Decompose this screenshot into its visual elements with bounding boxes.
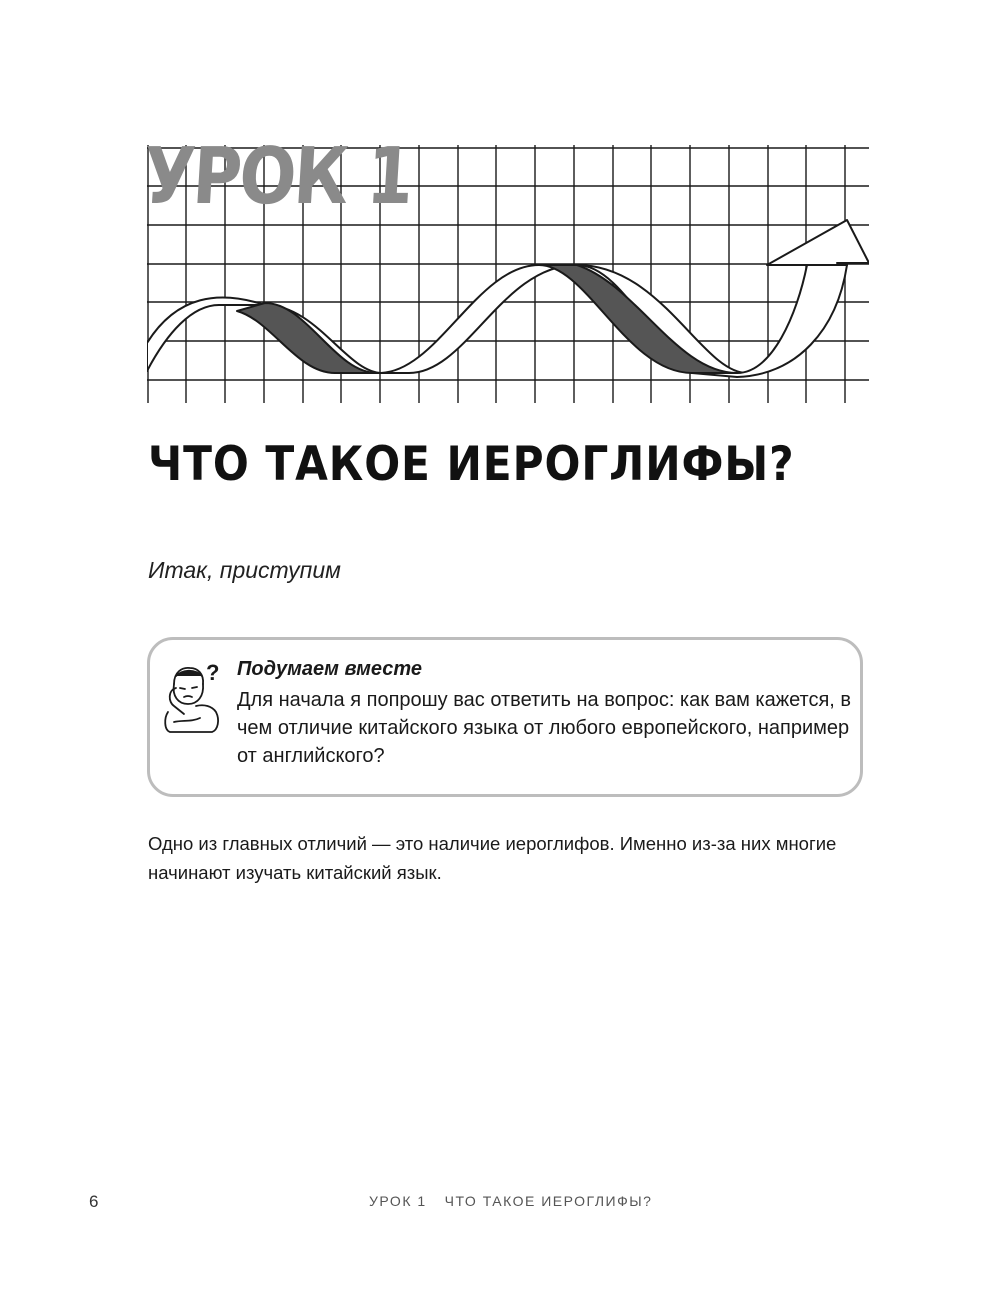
ribbon-arrow (147, 220, 869, 377)
intro-text: Итак, приступим (148, 557, 341, 583)
body-paragraph: Одно из главных отличий — это наличие иероглифов. Именно из-за них многие начинают изучать китайский язык. (148, 833, 837, 883)
page-title: ЧТО ТАКОЕ ИЕРОГЛИФЫ? (148, 437, 795, 492)
think-together-box (147, 637, 863, 797)
lesson-label: УРОК 1 (140, 132, 414, 222)
running-footer (369, 1193, 652, 1209)
page-number: 6 (89, 1192, 99, 1211)
think-heading: Подумаем вместе (237, 658, 422, 680)
footer-chapter: ЧТО ТАКОЕ ИЕРОГЛИФЫ? (444, 1193, 653, 1209)
footer-section: УРОК 1 (369, 1193, 427, 1209)
question-mark: ? (206, 660, 220, 685)
think-question-text: Для начала я попрошу вас ответить на вопрос: как вам кажется, в чем отличие китайского языка от любого европейского, например от английского? (237, 689, 852, 767)
